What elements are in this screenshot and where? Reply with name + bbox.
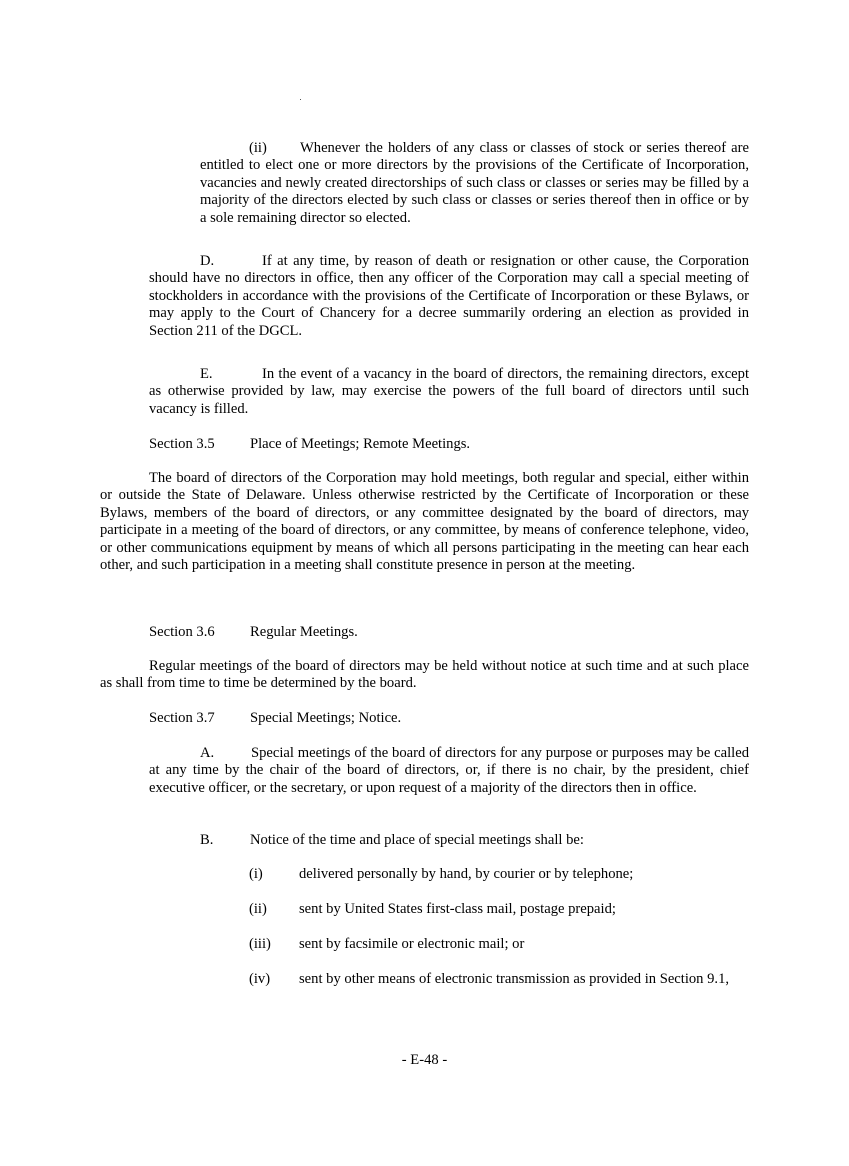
list-item-b-ii <box>249 901 749 918</box>
paragraph-label: D. <box>200 253 215 269</box>
section-3-5-heading <box>149 436 749 453</box>
scan-mark <box>300 99 301 100</box>
paragraph-label: (ii) <box>249 140 267 156</box>
paragraph-label: A. <box>200 745 215 761</box>
paragraph-d <box>149 253 749 340</box>
list-item-label: (i) <box>249 866 263 882</box>
section-number: Section 3.5 <box>149 436 215 452</box>
paragraph-text: Special meetings of the board of directors for any purpose or purposes may be called at any time by the chair of the board of directors, or, if there is no chair, by the president, chief executive officer, or the secretary, or upon request of a majority of the directors then in office. <box>149 745 749 796</box>
list-item-label: (iii) <box>249 936 271 952</box>
list-item-label: (ii) <box>249 901 267 917</box>
list-item-label: (iv) <box>249 971 271 987</box>
paragraph-e <box>149 366 749 418</box>
section-title: Special Meetings; Notice. <box>250 710 402 726</box>
section-title: Place of Meetings; Remote Meetings. <box>250 436 471 452</box>
list-item-text: sent by facsimile or electronic mail; or <box>299 936 525 952</box>
paragraph-c-ii <box>200 140 749 227</box>
section-number: Section 3.6 <box>149 624 215 640</box>
list-item-text: delivered personally by hand, by courier or by telephone; <box>299 866 634 882</box>
paragraph-text: Notice of the time and place of special meetings shall be: <box>250 832 584 848</box>
paragraph-3-7-b <box>200 832 749 849</box>
section-3-6-body: Regular meetings of the board of directors may be held without notice at such time and at such place as shall from time to time be determined by the board. <box>100 658 749 692</box>
section-number: Section 3.7 <box>149 710 215 726</box>
section-3-5-body: The board of directors of the Corporation may hold meetings, both regular and special, either within or outside the State of Delaware. Unless otherwise restricted by the Certificate of Incorporation or these Bylaws, members of the board of directors, or any committee designated by the board of directors, may participate in a meeting of the board of directors, or any committee, by means of conference telephone, video, or other communications equipment by means of which all persons participating in the meeting can hear each other, and such participation in a meeting shall constitute presence in person at the meeting. <box>100 470 749 574</box>
list-item-b-i <box>249 866 749 883</box>
list-item-b-iv <box>200 971 749 988</box>
list-item-text: sent by United States first-class mail, postage prepaid; <box>299 901 616 917</box>
section-3-7-heading <box>149 710 749 727</box>
paragraph-label: B. <box>200 832 214 848</box>
list-item-b-iii <box>249 936 749 953</box>
page-number: - E-48 - <box>401 1052 448 1068</box>
section-3-6-heading <box>149 624 749 641</box>
paragraph-text: In the event of a vacancy in the board of directors, the remaining directors, except as otherwise provided by law, may exercise the powers of the full board of directors until such vacancy is filled. <box>149 366 749 417</box>
list-item-text: sent by other means of electronic transmission as provided in Section 9.1, <box>299 971 730 987</box>
section-title: Regular Meetings. <box>250 624 358 640</box>
paragraph-text: Whenever the holders of any class or classes of stock or series thereof are entitled to elect one or more directors by the provisions of the Certificate of Incorporation, vacancies and newly created directorships of such class or classes or series may be filled by a majority of the directors elected by such class or classes or series thereof then in office or by a sole remaining director so elected. <box>200 140 749 226</box>
paragraph-text: If at any time, by reason of death or resignation or other cause, the Corporation should have no directors in office, then any officer of the Corporation may call a special meeting of stockholders in accordance with the provisions of the Certificate of Incorporation or these Bylaws, or may apply to the Court of Chancery for a decree summarily ordering an election as provided in Section 211 of the DGCL. <box>149 253 749 339</box>
paragraph-label: E. <box>200 366 213 382</box>
paragraph-3-7-a <box>149 745 749 797</box>
